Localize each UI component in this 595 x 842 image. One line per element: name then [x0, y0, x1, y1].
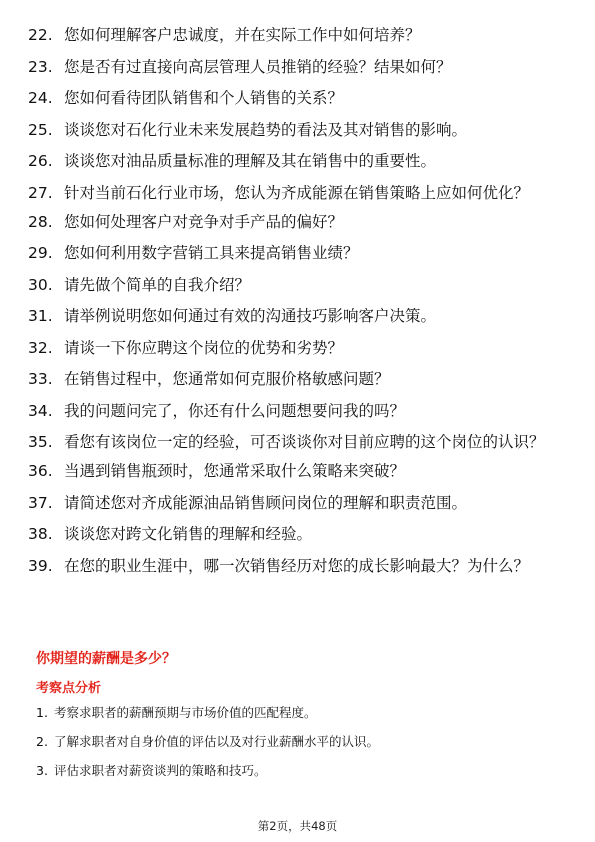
analysis-subheading: 考察点分析 — [36, 681, 102, 696]
point-number: 3. — [36, 763, 48, 778]
question-number: 35. — [28, 433, 53, 451]
question-number: 24. — [28, 89, 53, 107]
list-item — [36, 733, 556, 751]
question-number: 36. — [28, 462, 53, 480]
list-item — [28, 24, 568, 46]
question-number: 39. — [28, 556, 53, 575]
question-number: 28. — [28, 212, 53, 231]
analysis-point-list — [36, 704, 556, 791]
question-number: 34. — [28, 401, 53, 420]
question-number: 23. — [28, 57, 53, 76]
list-item — [28, 523, 568, 545]
question-text: 针对当前石化行业市场，您认为齐成能源在销售策略上应如何优化？ — [64, 183, 530, 202]
question-text: 看您有该岗位一定的经验，可否谈谈你对目前应聘的这个岗位的认识？ — [64, 433, 545, 451]
salary-question-heading: 你期望的薪酬是多少？ — [36, 651, 176, 667]
question-text: 您如何看待团队销售和个人销售的关系？ — [64, 89, 344, 107]
question-text: 您如何处理客户对竞争对手产品的偏好？ — [64, 212, 344, 231]
question-text: 您是否有过直接向高层管理人员推销的经验？结果如何？ — [64, 57, 452, 76]
list-item — [36, 704, 556, 722]
question-number: 37. — [28, 493, 53, 512]
list-item — [28, 87, 568, 109]
question-number: 33. — [28, 370, 53, 388]
question-number: 26. — [28, 152, 53, 170]
list-item — [36, 762, 556, 780]
question-number: 32. — [28, 338, 53, 357]
question-text: 在销售过程中，您通常如何克服价格敏感问题？ — [64, 370, 390, 388]
list-item — [28, 555, 568, 577]
question-text: 在您的职业生涯中，哪一次销售经历对您的成长影响最大？为什么？ — [64, 556, 530, 575]
question-text: 谈谈您对石化行业未来发展趋势的看法及其对销售的影响。 — [64, 120, 468, 139]
point-text: 考察求职者的薪酬预期与市场价值的匹配程度。 — [54, 705, 317, 720]
list-item — [28, 400, 568, 422]
list-item — [28, 492, 568, 514]
list-item — [28, 182, 568, 204]
question-number: 22. — [28, 26, 53, 44]
list-item — [28, 274, 568, 296]
question-number: 31. — [28, 307, 53, 325]
point-text: 了解求职者对自身价值的评估以及对行业薪酬水平的认识。 — [54, 734, 380, 749]
list-item — [28, 337, 568, 359]
list-item — [28, 242, 568, 264]
question-list — [28, 24, 568, 584]
list-item — [28, 368, 568, 390]
page-number: 第2页，共48页 — [257, 819, 338, 833]
list-item — [28, 431, 568, 453]
question-number: 25. — [28, 120, 53, 139]
question-text: 当遇到销售瓶颈时，您通常采取什么策略来突破？ — [64, 462, 406, 480]
list-item — [28, 56, 568, 78]
question-number: 30. — [28, 275, 53, 294]
question-text: 请举例说明您如何通过有效的沟通技巧影响客户决策。 — [64, 307, 437, 325]
list-item — [28, 150, 568, 172]
question-text: 请简述您对齐成能源油品销售顾问岗位的理解和职责范围。 — [64, 493, 468, 512]
question-number: 29. — [28, 244, 53, 262]
list-item — [28, 305, 568, 327]
question-text: 请先做个简单的自我介绍？ — [64, 275, 251, 294]
question-text: 您如何利用数字营销工具来提高销售业绩？ — [64, 244, 359, 262]
question-text: 谈谈您对油品质量标准的理解及其在销售中的重要性。 — [64, 152, 437, 170]
question-text: 请谈一下你应聘这个岗位的优势和劣势？ — [64, 338, 344, 357]
question-text: 您如何理解客户忠诚度，并在实际工作中如何培养？ — [64, 26, 421, 44]
point-number: 1. — [36, 705, 48, 720]
point-number: 2. — [36, 734, 48, 749]
point-text: 评估求职者对薪资谈判的策略和技巧。 — [54, 763, 267, 778]
question-text: 我的问题问完了，你还有什么问题想要问我的吗？ — [64, 401, 406, 420]
question-text: 谈谈您对跨文化销售的理解和经验。 — [64, 525, 313, 543]
question-number: 38. — [28, 525, 53, 543]
list-item — [28, 460, 568, 482]
question-number: 27. — [28, 183, 53, 202]
list-item — [28, 119, 568, 141]
list-item — [28, 211, 568, 233]
